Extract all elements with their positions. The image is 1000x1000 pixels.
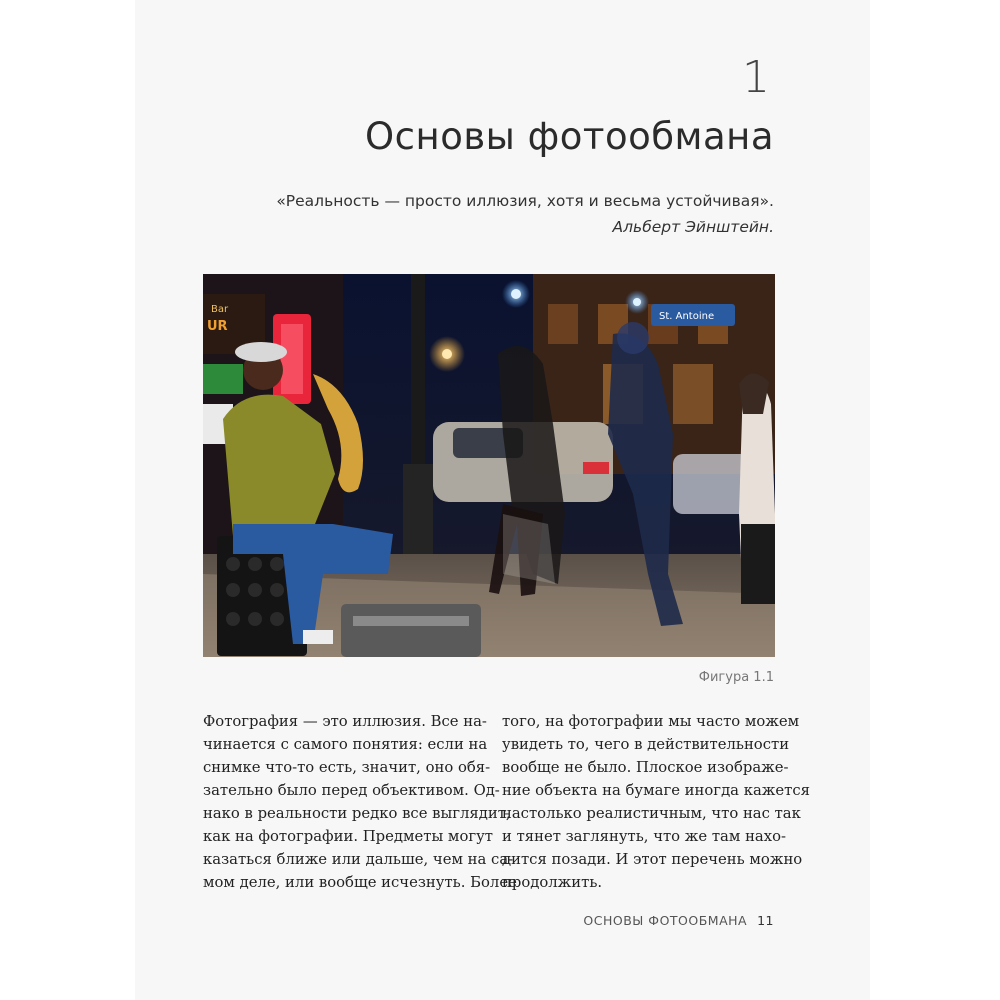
paragraph-line: вообще не было. Плоское изображе-	[502, 759, 789, 776]
paragraph-line: дится позади. И этот перечень можно	[502, 851, 803, 868]
figure-photo	[203, 274, 775, 657]
paragraph-line: и тянет заглянуть, что же там нахо-	[502, 828, 787, 845]
epigraph-author: Альберт Эйнштейн.	[612, 218, 774, 236]
paragraph-line: настолько реалистичным, что нас так	[502, 805, 801, 822]
bar-sign: Bar	[211, 304, 229, 315]
paragraph-line: зательно было перед объективом. Од-	[203, 782, 500, 799]
chapter-title: Основы фотообмана	[365, 115, 774, 158]
paragraph-line: чинается с самого понятия: если на	[203, 736, 488, 753]
page-number: 11	[757, 913, 774, 928]
paragraph-line: увидеть то, чего в действительности	[502, 736, 790, 753]
paragraph-line: того, на фотографии мы часто можем	[502, 713, 800, 730]
running-title: ОСНОВЫ ФОТООБМАНА	[583, 913, 748, 928]
paragraph-line: ние объекта на бумаге иногда кажется	[502, 782, 810, 799]
paragraph-line: Фотография — это иллюзия. Все на-	[203, 713, 487, 730]
body-text-left-column	[203, 710, 517, 894]
epigraph-quote: «Реальность — просто иллюзия, хотя и весьма устойчивая».	[276, 192, 774, 210]
street-musician-photo	[203, 274, 775, 657]
book-page	[135, 0, 870, 1000]
running-footer	[583, 913, 774, 928]
paragraph-line: нако в реальности редко все выглядит,	[203, 805, 511, 822]
chapter-number: 1	[742, 52, 770, 103]
body-text-right-column	[502, 710, 810, 894]
paragraph-line: мом деле, или вообще исчезнуть. Более	[203, 874, 517, 891]
paragraph-line: снимке что-то есть, значит, оно обя-	[203, 759, 491, 776]
epigraph	[276, 188, 774, 240]
paragraph-line: продолжить.	[502, 874, 603, 891]
figure-caption: Фигура 1.1	[698, 670, 774, 685]
street-sign: St. Antoine	[659, 311, 715, 322]
paragraph-line: как на фотографии. Предметы могут	[203, 828, 493, 845]
paragraph-line: казаться ближе или дальше, чем на са-	[203, 851, 514, 868]
ur-sign: UR	[207, 319, 228, 334]
